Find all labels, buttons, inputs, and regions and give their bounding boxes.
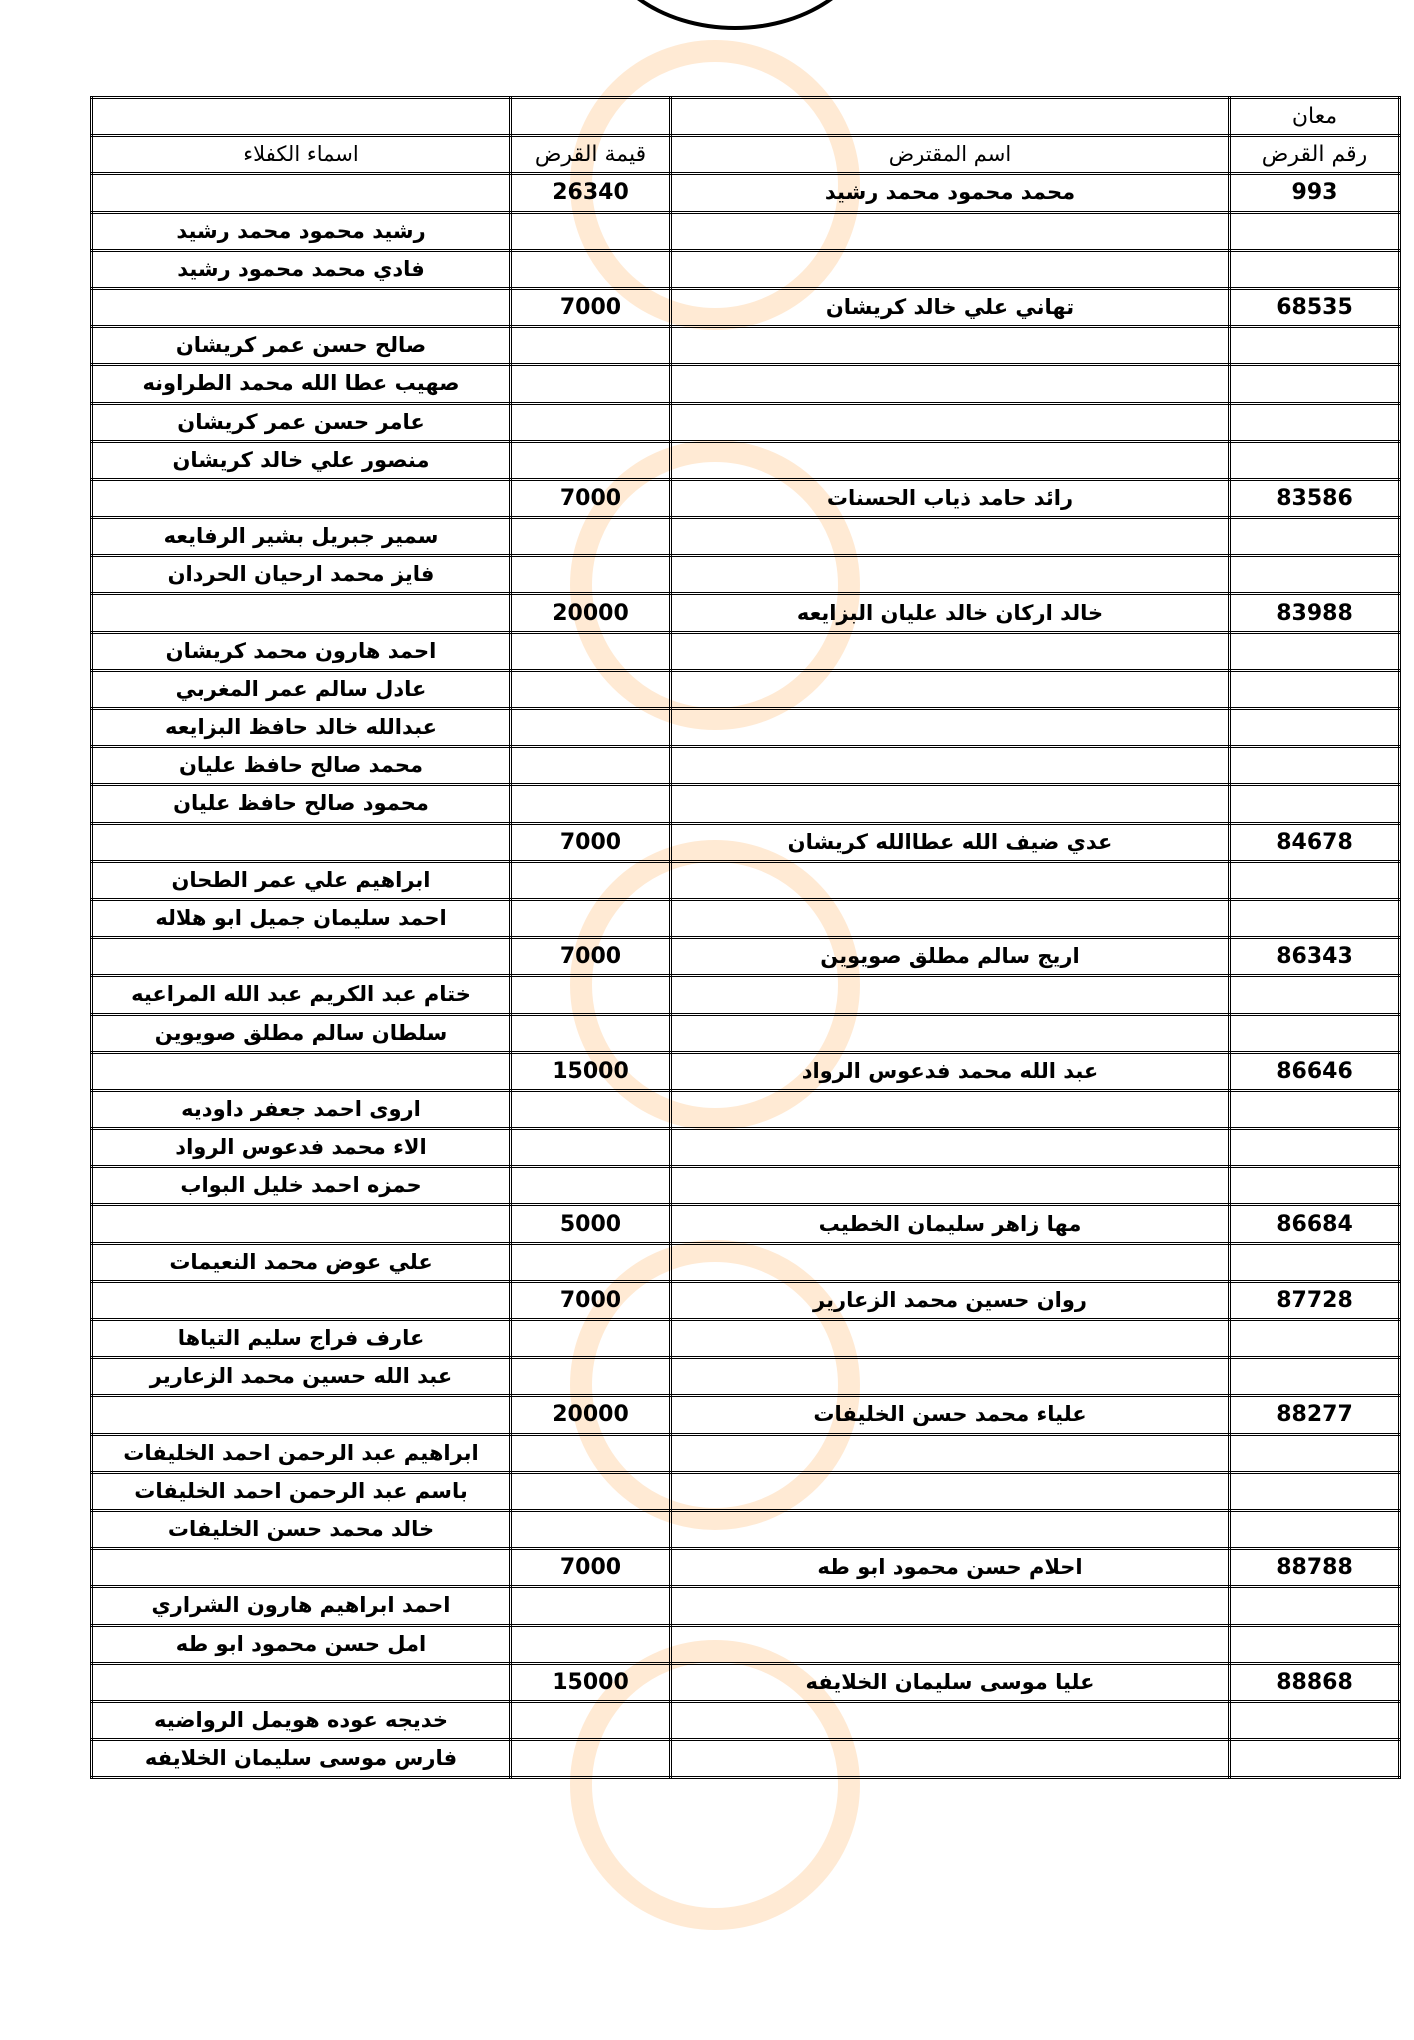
empty-cell [1230,518,1400,556]
empty-cell [671,899,1230,937]
guarantor-row [92,518,1400,556]
empty-cell [511,1167,671,1205]
empty-cell [1230,441,1400,479]
loan-row [92,1205,1400,1243]
empty-cell [511,899,671,937]
empty-cell [671,441,1230,479]
loan-amount: 7000 [511,1281,671,1319]
guarantor-row [92,212,1400,250]
loan-row [92,594,1400,632]
header-borrower: اسم المقترض [671,136,1230,174]
guarantor-row [92,632,1400,670]
empty-cell [1230,632,1400,670]
loan-row [92,288,1400,326]
header-amount: قيمة القرض [511,136,671,174]
loan-number: 86684 [1230,1205,1400,1243]
empty-cell [511,1090,671,1128]
empty-cell [511,327,671,365]
borrower-name: مها زاهر سليمان الخطيب [671,1205,1230,1243]
guarantor-name: احمد ابراهيم هارون الشراري [92,1587,511,1625]
empty-cell [511,212,671,250]
guarantor-row [92,1320,1400,1358]
empty-cell [92,1052,511,1090]
empty-cell [1230,1129,1400,1167]
empty-cell [511,1740,671,1778]
empty-cell [511,1014,671,1052]
guarantor-name: محمود صالح حافظ عليان [92,785,511,823]
empty-cell [92,174,511,212]
guarantor-name: اروى احمد جعفر داوديه [92,1090,511,1128]
guarantor-row [92,785,1400,823]
loan-amount: 20000 [511,594,671,632]
empty-cell [511,1358,671,1396]
empty-cell [1230,861,1400,899]
empty-cell [1230,785,1400,823]
borrower-name: خالد اركان خالد عليان البزايعه [671,594,1230,632]
guarantor-name: محمد صالح حافظ عليان [92,747,511,785]
empty-cell [1230,212,1400,250]
guarantor-row [92,1129,1400,1167]
guarantor-name: فايز محمد ارحيان الحردان [92,556,511,594]
empty-cell [92,1396,511,1434]
borrower-name: محمد محمود محمد رشيد [671,174,1230,212]
empty-cell [671,98,1230,136]
guarantor-row [92,441,1400,479]
guarantor-row [92,1358,1400,1396]
empty-cell [92,1205,511,1243]
guarantor-name: احمد هارون محمد كريشان [92,632,511,670]
borrower-name: تهاني علي خالد كريشان [671,288,1230,326]
empty-cell [671,1701,1230,1739]
region-label: معان [1230,98,1400,136]
empty-cell [92,1281,511,1319]
header-guarantors: اسماء الكفلاء [92,136,511,174]
empty-cell [671,1472,1230,1510]
empty-cell [671,1510,1230,1548]
loan-amount: 26340 [511,174,671,212]
empty-cell [671,1167,1230,1205]
loan-row [92,1549,1400,1587]
empty-cell [1230,1243,1400,1281]
guarantor-name: فارس موسى سليمان الخلايفه [92,1740,511,1778]
loan-amount: 7000 [511,479,671,517]
empty-cell [671,1740,1230,1778]
empty-cell [1230,1510,1400,1548]
empty-cell [511,518,671,556]
guarantor-row [92,1014,1400,1052]
loan-row [92,1396,1400,1434]
loan-number: 86343 [1230,938,1400,976]
empty-cell [671,709,1230,747]
borrower-name: روان حسين محمد الزعارير [671,1281,1230,1319]
empty-cell [511,670,671,708]
loan-amount: 7000 [511,1549,671,1587]
loan-row [92,1663,1400,1701]
loan-row [92,1281,1400,1319]
empty-cell [511,403,671,441]
guarantor-name: عارف فراج سليم التياها [92,1320,511,1358]
guarantor-name: فادي محمد محمود رشيد [92,250,511,288]
loan-number: 87728 [1230,1281,1400,1319]
guarantor-name: الاء محمد فدعوس الرواد [92,1129,511,1167]
empty-cell [511,1434,671,1472]
empty-cell [511,709,671,747]
loan-number: 88868 [1230,1663,1400,1701]
loans-table [90,96,1401,1779]
empty-cell [1230,1587,1400,1625]
empty-cell [511,1510,671,1548]
top-seal-outline [595,0,875,30]
empty-cell [511,250,671,288]
guarantor-name: عبد الله حسين محمد الزعارير [92,1358,511,1396]
guarantor-row [92,1625,1400,1663]
empty-cell [511,785,671,823]
empty-cell [511,1472,671,1510]
guarantor-row [92,403,1400,441]
guarantor-row [92,899,1400,937]
loan-number: 993 [1230,174,1400,212]
empty-cell [1230,670,1400,708]
loan-number: 88277 [1230,1396,1400,1434]
empty-cell [92,938,511,976]
header-loan-number: رقم القرض [1230,136,1400,174]
empty-cell [671,1587,1230,1625]
guarantor-row [92,709,1400,747]
empty-cell [1230,327,1400,365]
empty-cell [1230,1472,1400,1510]
guarantor-row [92,1510,1400,1548]
empty-cell [511,747,671,785]
empty-cell [1230,899,1400,937]
empty-cell [1230,747,1400,785]
empty-cell [671,250,1230,288]
guarantor-row [92,250,1400,288]
guarantor-name: خالد محمد حسن الخليفات [92,1510,511,1548]
empty-cell [511,98,671,136]
empty-cell [671,518,1230,556]
guarantor-name: باسم عبد الرحمن احمد الخليفات [92,1472,511,1510]
empty-cell [671,1358,1230,1396]
guarantor-name: احمد سليمان جميل ابو هلاله [92,899,511,937]
empty-cell [671,1090,1230,1128]
empty-cell [92,98,511,136]
empty-cell [1230,1014,1400,1052]
guarantor-row [92,1701,1400,1739]
loan-row [92,938,1400,976]
loan-row [92,174,1400,212]
guarantor-name: علي عوض محمد النعيمات [92,1243,511,1281]
empty-cell [511,976,671,1014]
empty-cell [1230,365,1400,403]
empty-cell [1230,403,1400,441]
empty-cell [671,1320,1230,1358]
empty-cell [92,594,511,632]
empty-cell [671,556,1230,594]
empty-cell [511,861,671,899]
guarantor-name: عامر حسن عمر كريشان [92,403,511,441]
guarantor-row [92,556,1400,594]
guarantor-name: سلطان سالم مطلق صويوين [92,1014,511,1052]
empty-cell [671,1129,1230,1167]
empty-cell [511,1243,671,1281]
empty-cell [511,1587,671,1625]
guarantor-row [92,1434,1400,1472]
empty-cell [671,976,1230,1014]
guarantor-row [92,1090,1400,1128]
empty-cell [671,1014,1230,1052]
empty-cell [511,632,671,670]
empty-cell [1230,709,1400,747]
empty-cell [511,365,671,403]
loan-number: 84678 [1230,823,1400,861]
empty-cell [1230,976,1400,1014]
empty-cell [92,1663,511,1701]
empty-cell [671,327,1230,365]
empty-cell [511,1701,671,1739]
empty-cell [671,1625,1230,1663]
guarantor-row [92,1167,1400,1205]
empty-cell [671,403,1230,441]
guarantor-name: ابراهيم عبد الرحمن احمد الخليفات [92,1434,511,1472]
guarantor-row [92,861,1400,899]
empty-cell [92,288,511,326]
empty-cell [1230,1701,1400,1739]
empty-cell [511,441,671,479]
guarantor-name: منصور علي خالد كريشان [92,441,511,479]
loan-number: 83586 [1230,479,1400,517]
empty-cell [1230,1740,1400,1778]
empty-cell [1230,250,1400,288]
guarantor-name: ابراهيم علي عمر الطحان [92,861,511,899]
loan-row [92,823,1400,861]
guarantor-row [92,327,1400,365]
guarantor-row [92,976,1400,1014]
empty-cell [1230,1320,1400,1358]
guarantor-row [92,747,1400,785]
guarantor-name: امل حسن محمود ابو طه [92,1625,511,1663]
loan-number: 88788 [1230,1549,1400,1587]
empty-cell [671,861,1230,899]
empty-cell [511,1625,671,1663]
guarantor-row [92,1740,1400,1778]
loan-amount: 20000 [511,1396,671,1434]
loan-amount: 5000 [511,1205,671,1243]
loan-number: 83988 [1230,594,1400,632]
guarantor-row [92,1587,1400,1625]
region-row [92,98,1400,136]
loan-number: 86646 [1230,1052,1400,1090]
borrower-name: علياء محمد حسن الخليفات [671,1396,1230,1434]
guarantor-name: ختام عبد الكريم عبد الله المراعيه [92,976,511,1014]
empty-cell [671,365,1230,403]
empty-cell [1230,1358,1400,1396]
loan-row [92,1052,1400,1090]
guarantor-row [92,1243,1400,1281]
empty-cell [1230,556,1400,594]
borrower-name: عليا موسى سليمان الخلايفه [671,1663,1230,1701]
guarantor-name: خديجه عوده هويمل الرواضيه [92,1701,511,1739]
loan-amount: 15000 [511,1052,671,1090]
empty-cell [671,632,1230,670]
guarantor-name: صهيب عطا الله محمد الطراونه [92,365,511,403]
empty-cell [1230,1625,1400,1663]
guarantor-name: عادل سالم عمر المغربي [92,670,511,708]
borrower-name: رائد حامد ذياب الحسنات [671,479,1230,517]
empty-cell [511,1320,671,1358]
guarantor-name: سمير جبريل بشير الرفايعه [92,518,511,556]
guarantor-name: عبدالله خالد حافظ البزايعه [92,709,511,747]
empty-cell [511,556,671,594]
empty-cell [1230,1434,1400,1472]
guarantor-row [92,365,1400,403]
empty-cell [1230,1090,1400,1128]
guarantor-row [92,670,1400,708]
empty-cell [671,747,1230,785]
empty-cell [1230,1167,1400,1205]
empty-cell [92,479,511,517]
guarantor-name: حمزه احمد خليل البواب [92,1167,511,1205]
empty-cell [671,785,1230,823]
loan-amount: 15000 [511,1663,671,1701]
empty-cell [671,670,1230,708]
empty-cell [92,823,511,861]
loan-amount: 7000 [511,823,671,861]
empty-cell [671,1434,1230,1472]
empty-cell [92,1549,511,1587]
header-row [92,136,1400,174]
loan-row [92,479,1400,517]
loan-amount: 7000 [511,288,671,326]
guarantor-name: صالح حسن عمر كريشان [92,327,511,365]
loan-number: 68535 [1230,288,1400,326]
empty-cell [671,212,1230,250]
guarantor-row [92,1472,1400,1510]
empty-cell [671,1243,1230,1281]
guarantor-name: رشيد محمود محمد رشيد [92,212,511,250]
borrower-name: عدي ضيف الله عطاالله كريشان [671,823,1230,861]
borrower-name: اريج سالم مطلق صويوين [671,938,1230,976]
borrower-name: احلام حسن محمود ابو طه [671,1549,1230,1587]
borrower-name: عبد الله محمد فدعوس الرواد [671,1052,1230,1090]
loan-amount: 7000 [511,938,671,976]
empty-cell [511,1129,671,1167]
